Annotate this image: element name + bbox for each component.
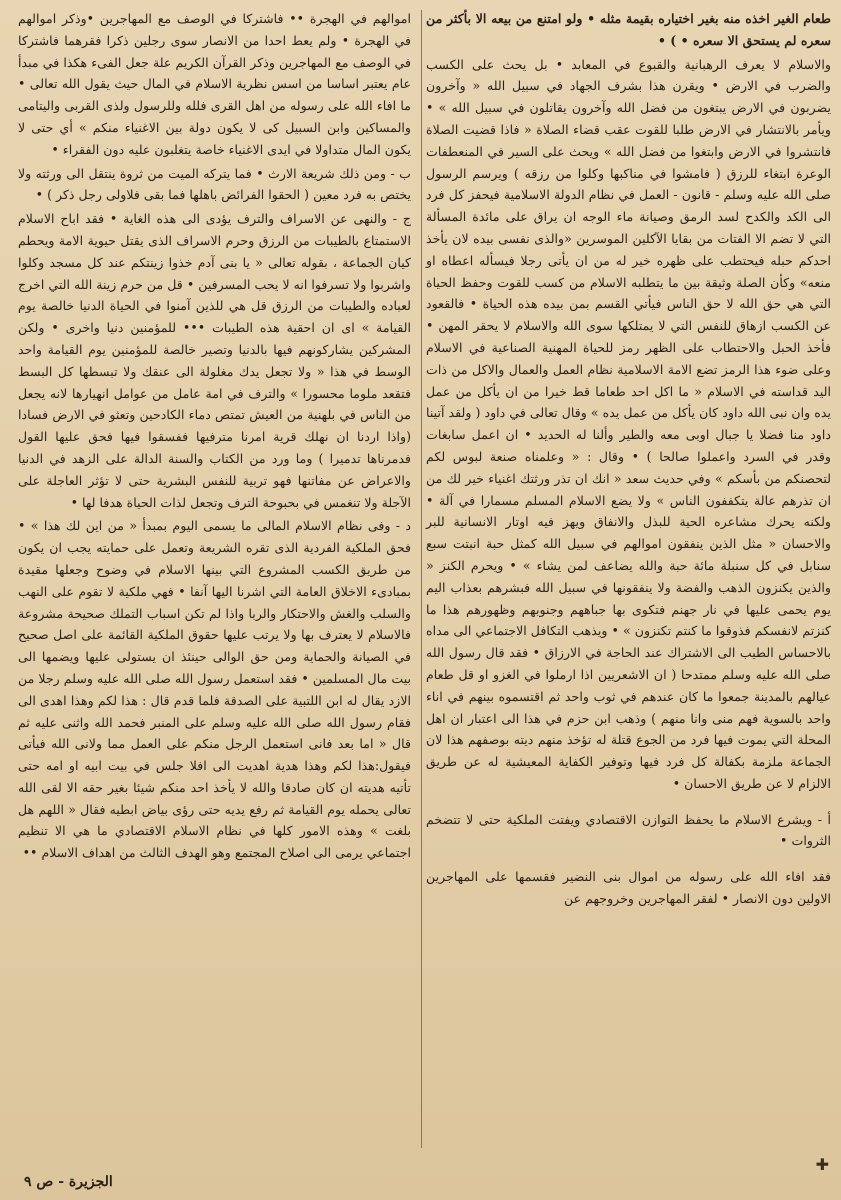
margin-mark-icon: ✚ (815, 1155, 829, 1174)
right-paragraph-4: فقد افاء الله على رسوله من اموال بنى النضير فقسمها على المهاجرين الاولين دون الانصار • لفقر المهاجرين وخروجهم عن (426, 869, 831, 907)
right-column (426, 8, 831, 912)
right-paragraph-3: أ - ويشرع الاسلام ما يحفظ التوازن الاقتصادي ويفتت الملكية حتى لا تتضخم الثروات • (426, 811, 831, 849)
left-paragraph-1: اموالهم في الهجرة •• فاشتركا في الوصف مع المهاجرين •وذكر اموالهم في الهجرة • ولم يعط احدا من الانصار سوى رجلين ذكرا فقرهما فاشتركا في الوصف مع المهاجرين وذكر القرآن الكريم علة جعل الفىء هكذا في مبدأ عام يعتبر اساسا من اسس نظرية الاسلام في المال حيث يقول الله تعالى • ما افاء الله على رسوله من اهل القرى فلله وللرسول ولذى القربى واليتامى والمساكين وابن السبيل كى لا يكون دولة بين الاغنياء منكم » أي حتى لا يكون المال متداولا في ايدى الاغنياء خاصة يتغلبون عليه دون الفقراء • (18, 11, 411, 157)
left-paragraph-3: ج - والنهى عن الاسراف والترف يؤدى الى هذه الغاية • فقد اباح الاسلام الاستمتاع بالطيبات من الرزق وحرم الاسراف الذى يقتل حيوية الامة ويحطم كيان الجماعة ، بقوله تعالى « يا بنى آدم خذوا زينتكم عند كل مسجد وكلوا واشربوا ولا تسرفوا انه لا يحب المسرفين • قل من حرم زينة الله التي اخرج لعباده والطيبات من الرزق قل هي للذين آمنوا في الحياة الدنيا خالصة يوم القيامة » اى ان احقية هذه الطيبات ••• للمؤمنين دنيا واخرى • ولكن المشركين يشاركونهم فيها بالدنيا وتصير خالصة للمؤمنين يوم القيامة واحد الوسط في هذا « ولا تجعل يدك مغلولة الى عنقك ولا تبسطها كل البسط فتقعد ملوما محسورا » والترف في امة عامل من عوامل انهيارها لانه يجعل من الناس في بلهنية من العيش تمتص دماء الكادحين وتعثو في الارض فسادا (واذا اردنا ان نهلك قرية امرنا مترفيها ففسقوا فيها فحق عليها القول فدمرناها تدميرا ) وما ورد من الكتاب والسنة الدالة على الزهد في الدنيا والاعراض عن مفاتنها فهو تربية للنفس البشرية حتى لا تؤثر العاجلة على الآجلة ولا تنغمس في بحبوحة الترف وتجعل لذات الحياة هدفا لها • (17, 211, 411, 510)
left-paragraph-4: د - وفى نظام الاسلام المالى ما يسمى اليوم بمبدأ « من اين لك هذا » • فحق الملكية الفردية الذى تقره الشريعة وتعمل على حمايته يجب ان يكون من طريق الكسب المشروع التي بينها الاسلام في وضوح وجعلها مقيدة بمبادىء الاخلاق العامة التي اشرنا اليها آنفا • فهي ملكية لا تقوم على النهب والسلب والغش والاحتكار والربا واذا لم تكن اسباب التملك صحيحة مشروعة فالاسلام لا يعترف بها ولا يرتب عليها حقوق الملكية القائمة على اصل صحيح في الصيانة والحماية ومن حق الوالى حينئذ ان يستولى عليها ويضمها الى بيت مال المسلمين • فقد استعمل رسول الله صلى الله عليه وسلم رجلا من الازد يقال له ابن اللتبية على الصدقة فلما قدم قال : هذا لكم وهذا اهدى الى فقام رسول الله صلى الله عليه وسلم على المنبر فحمد الله واثنى عليه ثم قال « اما بعد فانى استعمل الرجل منكم على العمل مما ولانى الله فيأتى فيقول:هذا لكم وهذا هدية اهديت الى افلا جلس في بيت ابيه او امه حتى تأتيه هديته ان كان صادقا والله لا يأخذ احد منكم شيئا بغير حقه الا لقى الله تعالى يحمله يوم القيامة ثم رفع يديه حتى رؤى بياض ابطيه فقال « اللهم هل بلغت » وهذه الامور كلها في نظام الاسلام الاقتصادي ما هي الا تنظيم اجتماعي يرمى الى اصلاح المجتمع وهو الهدف الثالث من اهداف الاسلام •• (18, 518, 411, 861)
left-paragraph-2: ب - ومن ذلك شريعة الارث • فما يتركه الميت من ثروة ينتقل الى ورثته ولا يختص به فرد معين ( الحقوا الفرائض باهلها فما بقى فلاولى رجل ذكر ) • (18, 165, 411, 203)
column-divider (421, 10, 422, 1148)
page-footer: الجزيرة - ص ٩ (24, 1174, 113, 1190)
left-column (18, 8, 411, 866)
right-paragraph-1: طعام الغير اخذه منه بغير اختياره بقيمة مثله • ولو امتنع من بيعه الا بأكثر من سعره لم يستحق الا سعره • ) • (426, 11, 831, 48)
right-paragraph-2: والاسلام لا يعرف الرهبانية والقبوع في المعابد • بل يحث على الكسب والضرب في الارض • ويقرن هذا بشرف الجهاد في سبيل الله « وآخرون يضربون في الارض يبتغون من فضل الله وآخرون يقاتلون في سبيل الله » • ويأمر بالانتشار في الارض طلبا للقوت عقب قضاء الصلاة « فاذا قضيت الصلاة فانتشروا في الارض وابتغوا من فضل الله » ويحث على السير في المنعطفات الوعرة ابتغاء للرزق ( فامشوا في مناكبها وكلوا من رزقه ) ويرسم الرسول صلى الله عليه وسلم - قانون - العمل في نظام الدولة الاسلامية فيحفز كل فرد الى الكد والكدح لسد الرمق وصيانة ماء الوجه ان يراق على مائدة المسألة التي لا تضم الا الفتات من بقايا الآكلين الموسرين «والذى نفسى بيده لان يأخذ احدكم حبله فيحتطب على ظهره خير له من ان يأتى رجلا فيسأله اعطاه او منعه» وكأن الصلة وثيقة بين ما يتطلبه الاسلام من كسب للقوت وحفظ الحياة التي هي حق الله لا حق الناس فيأتي القسم بمن بيده هذه الحياة • فالقعود عن الكسب ازهاق للنفس التي لا يمتلكها سوى الله والاسلام لا يحقر المهن • فأخذ الحبل والاحتطاب على الظهر رمز للحياة المهنية الصناعية في الاسلام وعلى ضوء هذا الرمز تضع الامة الاسلامية نظام العمل والعمال والاكل من ذات اليد قداسته في الاسلام « ما اكل احد طعاما قط خيرا من ان يأكل من عمل يده وان نبى الله داود كان يأكل من عمل يده » وقال تعالى في داود ( ولقد آتينا داود منا فضلا يا جبال اوبى معه والطير وألنا له الحديد • ان اعمل سابغات وقدر في السرد واعملوا صالحا ) • وقال : « وعلمناه صنعة لبوس لكم لتحصنكم من بأسكم » وفي حديث سعد « انك ان تذر ورثتك اغنياء خير لك من ان تذرهم عالة يتكففون الناس » ولا يضع الاسلام المسلم مسمارا في آلة • ولكنه يحرك مشاعره الحية للبذل والانفاق ويهز فيه اوتار الانسانية للبر والاحسان « مثل الذين ينفقون اموالهم في سبيل الله كمثل حبة انبتت سبع سنابل في كل سنبلة مائة حبة والله يضاعف لمن يشاء » • ويحرم الكنز « والذين يكنزون الذهب والفضة ولا ينفقونها في سبيل الله فبشرهم بعذاب اليم يوم يحمى عليها في نار جهنم فتكوى بها جباههم وجنوبهم وظهورهم هذا ما كنزتم لانفسكم فذوقوا ما كنتم تكنزون » • ويذهب التكافل الاجتماعي الى مداه بالاحساس الطيب الى الاشتراك عند الحاجة في الارزاق • فقد قال رسول الله صلى الله عليه وسلم ممتدحا ( ان الاشعريين اذا ارملوا في الغزو او قل طعام عيالهم بالمدينة جمعوا ما كان عندهم في ثوب واحد ثم اقتسموه بينهم في اناء واحد بالسوية فهم منى وانا منهم ) وذهب ابن حزم في هذا الى اعتبار ان اهل المحلة التي يموت فيها فرد من الجوع قتلة له تؤخذ منهم ديته بوصفهم هذا لان الجماعة ملزمة بكفالة كل فرد فيها وتوفير الكفاية المعيشية له عن طريق الالزام لا عن طريق الاحسان • (426, 56, 831, 791)
